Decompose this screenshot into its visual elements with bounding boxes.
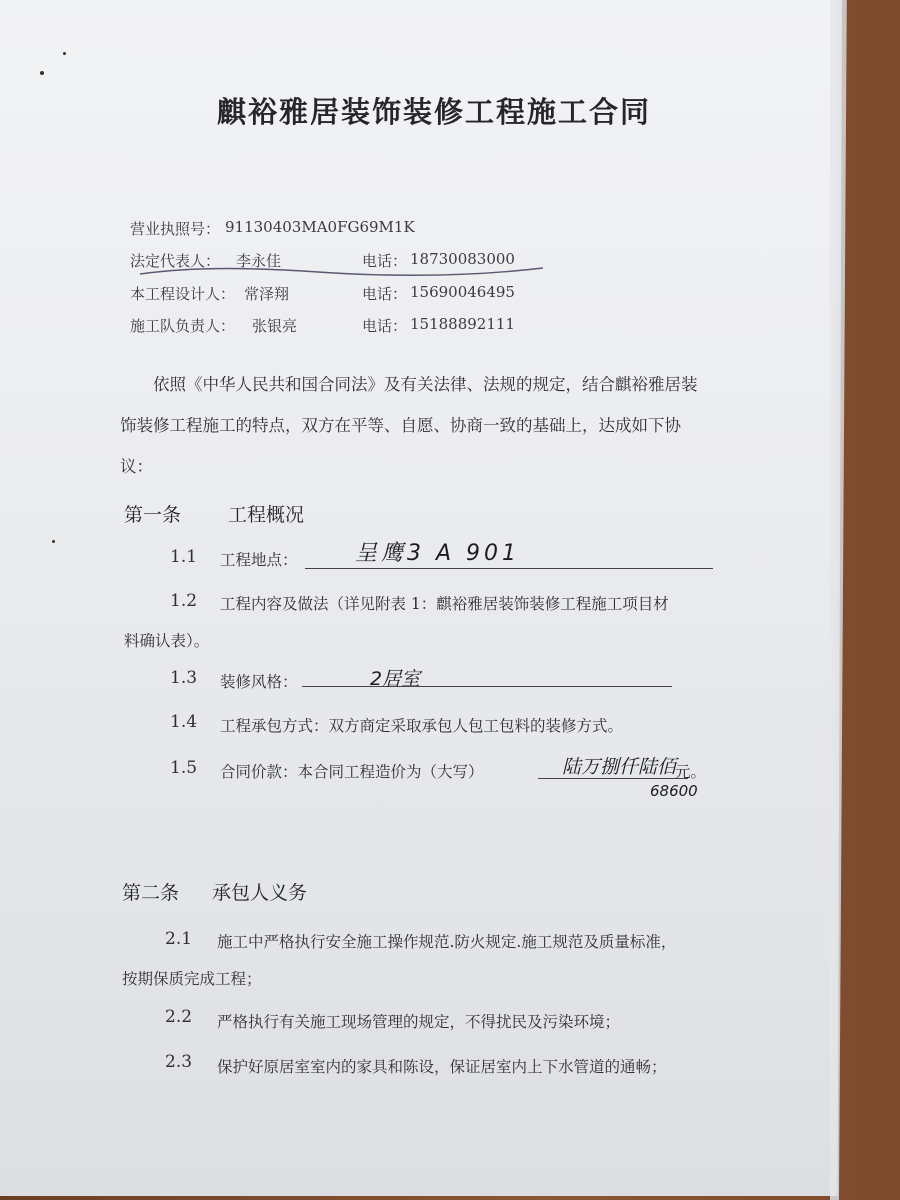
crew-lead-name: 张银亮 bbox=[252, 317, 298, 335]
paper-speck bbox=[40, 71, 44, 75]
item-2-1-number: 2.1 bbox=[165, 929, 193, 949]
designer-name: 常泽翔 bbox=[244, 285, 290, 303]
item-2-1-text-cont: 按期保质完成工程； bbox=[122, 970, 262, 988]
intro-line-2: 饰装修工程施工的特点，双方在平等、自愿、协商一致的基础上，达成如下协 bbox=[120, 416, 681, 435]
intro-line-1: 依照《中华人民共和国合同法》及有关法律、法规的规定，结合麒裕雅居装 bbox=[153, 375, 698, 394]
crew-lead-label: 施工队负责人： bbox=[130, 317, 236, 335]
article-2-title: 承包人义务 bbox=[212, 882, 308, 904]
article-1-title: 工程概况 bbox=[228, 504, 305, 526]
article-2-number: 第二条 bbox=[122, 882, 180, 904]
item-2-3-number: 2.3 bbox=[165, 1052, 193, 1072]
legal-rep-name: 李永佳 bbox=[236, 252, 282, 270]
item-1-5-text: 合同价款：本合同工程造价为（大写） bbox=[220, 763, 484, 781]
item-1-3-label: 装修风格： bbox=[220, 673, 298, 691]
crew-lead-phone: 15188892111 bbox=[410, 315, 515, 333]
legal-rep-label: 法定代表人： bbox=[130, 252, 221, 270]
item-1-3-handwritten-style: 2居室 bbox=[370, 668, 421, 690]
item-1-5-suffix: 元。 bbox=[675, 763, 707, 781]
designer-label: 本工程设计人： bbox=[130, 285, 236, 303]
intro-line-3: 议： bbox=[120, 457, 153, 476]
item-1-4-number: 1.4 bbox=[170, 712, 198, 732]
item-2-3-text: 保护好原居室室内的家具和陈设，保证居室内上下水管道的通畅； bbox=[217, 1058, 667, 1076]
item-1-2-text-cont: 料确认表）。 bbox=[124, 632, 210, 650]
paper-speck bbox=[52, 540, 55, 543]
crew-lead-phone-label: 电话： bbox=[362, 317, 408, 335]
item-1-5-handwritten-figure: 68600 bbox=[650, 782, 698, 800]
item-1-5-handwritten-amount: 陆万捌仟陆佰 bbox=[562, 756, 677, 778]
item-1-5-number: 1.5 bbox=[170, 758, 198, 778]
item-2-2-text: 严格执行有关施工现场管理的规定，不得扰民及污染环境； bbox=[217, 1013, 621, 1031]
item-1-1-handwritten-address: 呈鹰3 A 901 bbox=[355, 541, 521, 566]
designer-phone: 15690046495 bbox=[410, 283, 515, 301]
hand-underline-stroke bbox=[138, 262, 548, 282]
contract-title: 麒裕雅居装饰装修工程施工合同 bbox=[216, 95, 651, 129]
designer-phone-label: 电话： bbox=[362, 285, 408, 303]
item-1-3-fill-line bbox=[302, 686, 672, 687]
item-1-2-text: 工程内容及做法（详见附表 1：麒裕雅居装饰装修工程施工项目材 bbox=[220, 595, 669, 613]
item-1-1-fill-line bbox=[305, 568, 713, 569]
item-1-4-text: 工程承包方式：双方商定采取承包人包工包料的装修方式。 bbox=[220, 717, 624, 735]
license-number: 91130403MA0FG69M1K bbox=[225, 218, 415, 236]
legal-rep-phone: 18730083000 bbox=[410, 250, 515, 268]
legal-rep-phone-label: 电话： bbox=[362, 252, 408, 270]
paper-speck bbox=[63, 52, 66, 55]
item-1-3-number: 1.3 bbox=[170, 668, 198, 688]
item-1-1-number: 1.1 bbox=[170, 547, 198, 567]
article-1-number: 第一条 bbox=[124, 504, 182, 526]
item-2-1-text: 施工中严格执行安全施工操作规范.防火规定.施工规范及质量标准， bbox=[217, 933, 677, 951]
item-2-2-number: 2.2 bbox=[165, 1007, 193, 1027]
item-1-1-label: 工程地点： bbox=[220, 551, 298, 569]
item-1-2-number: 1.2 bbox=[170, 591, 198, 611]
license-label: 营业执照号： bbox=[130, 220, 221, 238]
